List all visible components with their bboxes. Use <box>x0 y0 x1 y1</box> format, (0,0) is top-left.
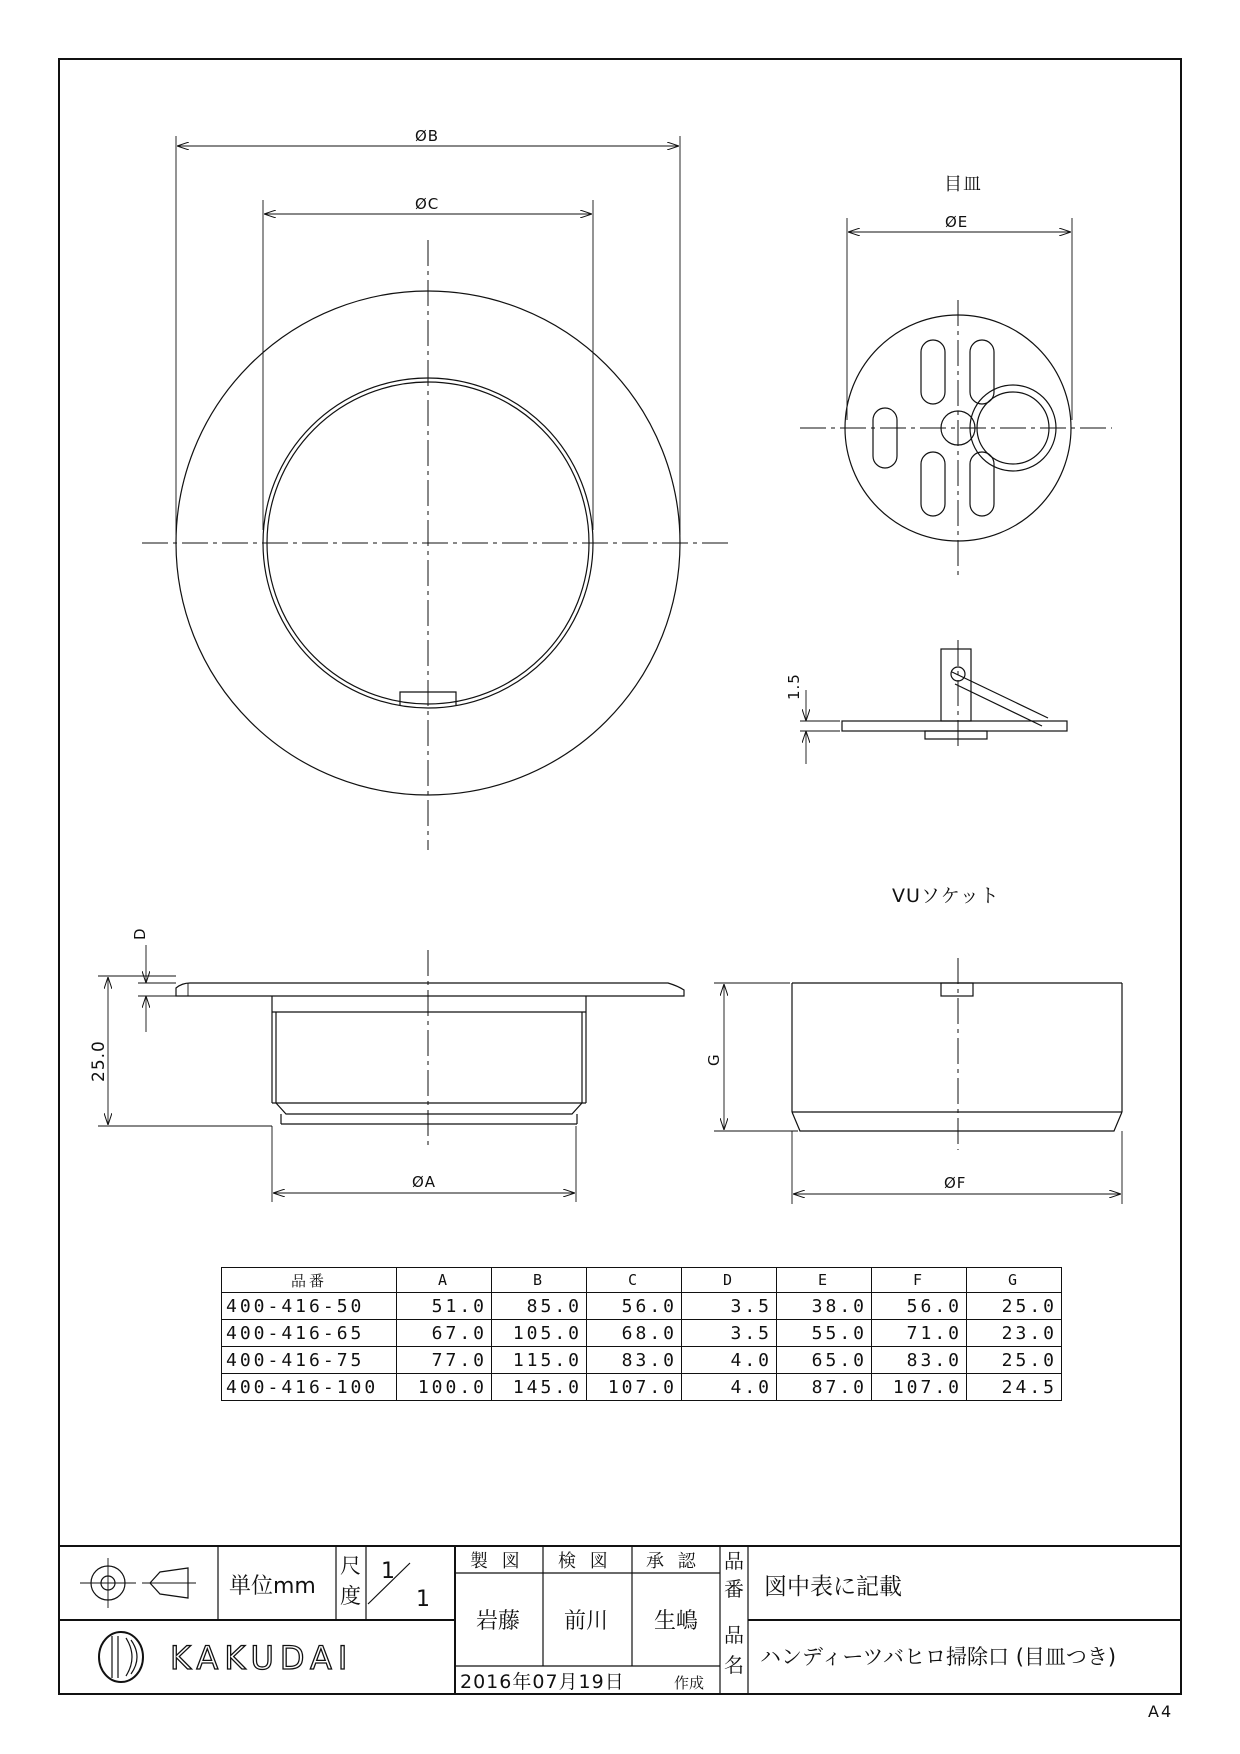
cell-e: 65.0 <box>777 1347 872 1374</box>
cell-b: 115.0 <box>492 1347 587 1374</box>
side-view-main <box>98 945 684 1202</box>
top-view-main <box>142 136 730 850</box>
col-header-b: B <box>492 1268 587 1293</box>
grate-side-view <box>800 640 1067 764</box>
spec-table-header <box>222 1268 1062 1293</box>
cell-part-no: 400-416-100 <box>222 1374 397 1401</box>
dim-label-e: ØE <box>945 213 969 231</box>
col-header-g: G <box>967 1268 1062 1293</box>
made-by-name: 岩藤 <box>476 1609 521 1634</box>
cell-f: 56.0 <box>872 1293 967 1320</box>
col-header-c: C <box>587 1268 682 1293</box>
cell-b: 145.0 <box>492 1374 587 1401</box>
dim-label-thickness: 1.5 <box>785 673 803 700</box>
table-row <box>222 1293 1062 1320</box>
cell-part-no: 400-416-65 <box>222 1320 397 1347</box>
brand-name: KAKUDAI <box>170 1639 354 1677</box>
dim-label-f: ØF <box>944 1174 967 1192</box>
drawing-date: 2016年07月19日 <box>460 1671 625 1693</box>
cell-f: 107.0 <box>872 1374 967 1401</box>
part-no-label-top: 品 <box>724 1549 744 1573</box>
cell-c: 107.0 <box>587 1374 682 1401</box>
table-row <box>222 1320 1062 1347</box>
cell-c: 83.0 <box>587 1347 682 1374</box>
cell-d: 4.0 <box>682 1347 777 1374</box>
grate-top-view <box>800 218 1112 580</box>
unit-label: 単位mm <box>229 1574 316 1599</box>
name-label-bottom: 名 <box>724 1653 744 1677</box>
cell-d: 3.5 <box>682 1320 777 1347</box>
cell-e: 55.0 <box>777 1320 872 1347</box>
socket-title: VUソケット <box>892 885 1000 907</box>
vu-socket-side-view <box>714 958 1122 1204</box>
dim-label-d: D <box>131 927 149 940</box>
dim-label-g: G <box>705 1053 723 1066</box>
cell-g: 25.0 <box>967 1293 1062 1320</box>
projection-symbol-icon <box>80 1558 196 1608</box>
cell-part-no: 400-416-50 <box>222 1293 397 1320</box>
table-row <box>222 1374 1062 1401</box>
cell-e: 87.0 <box>777 1374 872 1401</box>
cell-a: 67.0 <box>397 1320 492 1347</box>
made-by-label: 製 図 <box>470 1551 524 1572</box>
part-no-value: 図中表に記載 <box>764 1574 902 1600</box>
cell-c: 68.0 <box>587 1320 682 1347</box>
dim-label-b: ØB <box>415 127 440 145</box>
sheet-frame <box>59 59 1181 1694</box>
dim-label-c: ØC <box>415 195 440 213</box>
cell-g: 25.0 <box>967 1347 1062 1374</box>
cell-d: 4.0 <box>682 1374 777 1401</box>
cell-c: 56.0 <box>587 1293 682 1320</box>
scale-label-top: 尺 <box>340 1554 361 1578</box>
col-header-a: A <box>397 1268 492 1293</box>
col-header-part-no: 品番 <box>222 1268 397 1293</box>
table-row <box>222 1347 1062 1374</box>
col-header-d: D <box>682 1268 777 1293</box>
col-header-f: F <box>872 1268 967 1293</box>
sheet-size: A4 <box>1148 1702 1174 1721</box>
cell-f: 83.0 <box>872 1347 967 1374</box>
name-label-top: 品 <box>724 1623 744 1647</box>
col-header-e: E <box>777 1268 872 1293</box>
part-no-label-bottom: 番 <box>724 1577 744 1601</box>
scale-denominator: 1 <box>416 1587 430 1612</box>
cell-a: 51.0 <box>397 1293 492 1320</box>
cell-d: 3.5 <box>682 1293 777 1320</box>
scale-numerator: 1 <box>381 1559 395 1584</box>
product-name: ハンディーツバヒロ掃除口 (目皿つき) <box>760 1645 1117 1669</box>
cell-e: 38.0 <box>777 1293 872 1320</box>
kakudai-logo-icon <box>99 1632 143 1682</box>
dim-label-a: ØA <box>412 1173 437 1191</box>
cell-g: 24.5 <box>967 1374 1062 1401</box>
cell-f: 71.0 <box>872 1320 967 1347</box>
dim-label-height: 25.0 <box>89 1040 109 1082</box>
spec-table <box>221 1267 1062 1401</box>
approved-by-name: 生嶋 <box>654 1609 699 1634</box>
cell-g: 23.0 <box>967 1320 1062 1347</box>
cell-a: 77.0 <box>397 1347 492 1374</box>
checked-by-label: 検 図 <box>558 1551 612 1572</box>
cell-a: 100.0 <box>397 1374 492 1401</box>
scale-label-bottom: 度 <box>340 1584 361 1608</box>
created-label: 作成 <box>674 1674 705 1692</box>
cell-b: 105.0 <box>492 1320 587 1347</box>
grate-title: 目皿 <box>944 174 982 195</box>
cell-part-no: 400-416-75 <box>222 1347 397 1374</box>
approved-by-label: 承 認 <box>646 1551 700 1572</box>
cell-b: 85.0 <box>492 1293 587 1320</box>
checked-by-name: 前川 <box>564 1609 609 1634</box>
